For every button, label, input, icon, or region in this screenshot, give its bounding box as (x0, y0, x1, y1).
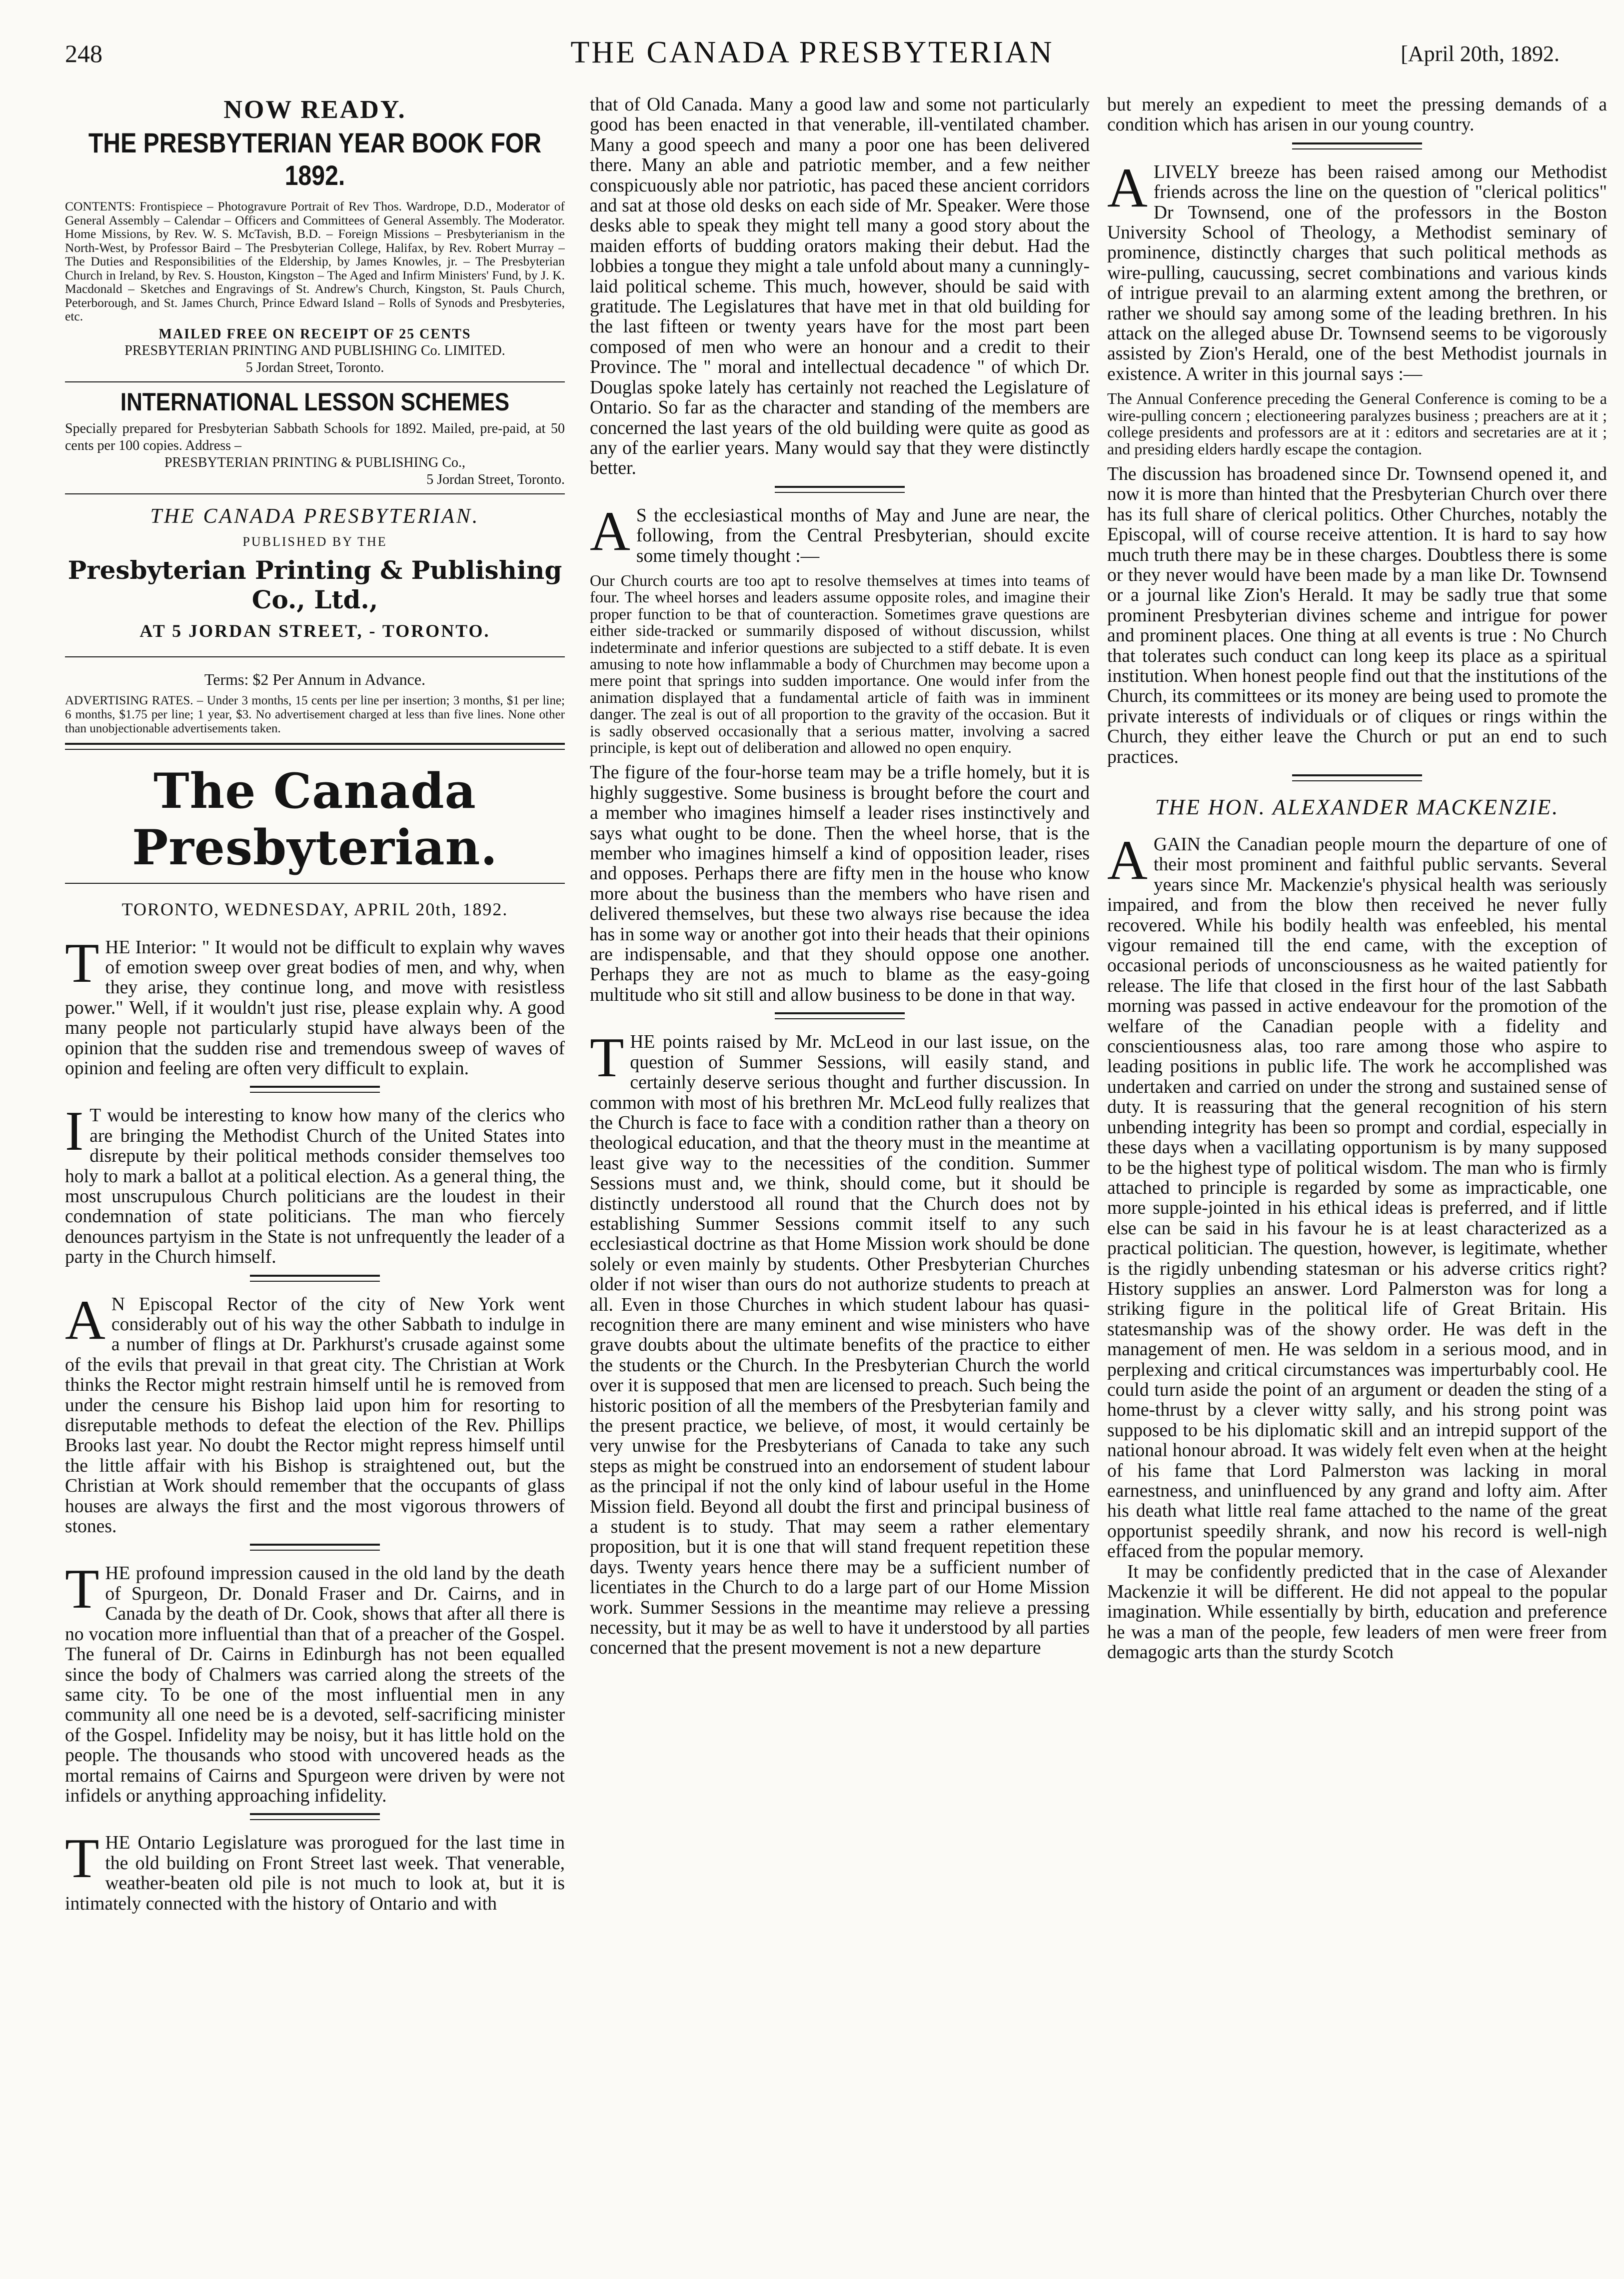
company-address: AT 5 JORDAN STREET, - TORONTO. (139, 620, 490, 641)
running-head (65, 35, 1560, 80)
article-mackenzie: AGAIN the Canadian people mourn the departure of one of their most prominent and faithful public servants. Several years since Mr. Mackenzie's physical health was seriously impaired, and from the blow then received he never fully recovered. While his bodily health was enfeebled, his mental vigour remained till the end came, with the exception of occasional periods of unconsciousness as he waited patiently for release. The life that closed in the first hour of the last Sabbath morning was passed in active endeavour for the promotion of the welfare of the Canadian people with a fidelity and conscientiousness alas, too rare among those who aspire to leading positions in public life. The work he accomplished was undertaken and carried on under the strong and sustained sense of duty. It is reassuring that the general recognition of his stern unbending integrity has been so prompt and cordial, especially in these days when a vacillating opportunism is by many supposed to be the highest type of political wisdom. The man who is firmly attached to principle is regarded by some as impracticable, one more supple-jointed in his ethical ideas is preferred, and if little else can be said in his favour he is at least characterized as a practical politician. The question, however, is legitimate, whether is the rigidly unbending statesman or his adverse critics right? History supplies an answer. Lord Palmerston was for long a striking figure in the political life of Great Britain. His statesmanship was of the showy order. He was deft in the management of men. He was seldom in a serious mood, and in perplexing and critical circumstances was imperturbably cool. He could turn aside the point of an argument or deaden the sting of a home-thrust by a clever witty sally, and his strong point was supposed to be his diplomatic skill and an intrepid support of the national honour abroad. It was widely felt even when at the height of his fame that Lord Palmerston was lacking in moral earnestness, and uninfluenced by any grand and lofty aim. After his death what little real fame attached to the name of the great opportunist speedily shrank, and now his record is well-nigh effaced from the popular memory. (1107, 829, 1607, 1562)
article-episcopal-rector: AN Episcopal Rector of the city of New York went considerably out of his way the other Sabbath to indulge in a number of flings at Dr. Parkhurst's crusade against some of the evils that prevail in that great city. The Christian at Work thinks the Rector might restrain himself until he is removed from under the censure his Bishop laid upon him for resorting to disreputable methods to defeat the election of the Rev. Phillips Brooks last year. No doubt the Rector might repress himself until the little affair with his Bishop is straightened out, but the Christian at Work should remember that the occupants of glass houses are always the first and the most vigorous throwers of stones. (65, 1289, 565, 1537)
section-rule (250, 1275, 380, 1282)
lesson-schemes-publisher: PRESBYTERIAN PRINTING & PUBLISHING Co., (164, 454, 466, 470)
article-clerical-politics: ALIVELY breeze has been raised among our Methodist friends across the line on the question of "clerical politics" Dr Townsend, one of the professors in the Boston University School of Theology, a Methodist seminary of prominence, distinctly charges that such political methods as wire-pulling, caucussing, secret combinations and various kinds of intrigue prevail to an alarming extent among the brethren, or rather we should say among some of the leading brethren. In his attack on the alleged abuse Dr. Townsend seems to be vigorously assisted by Zion's Herald, one of the best Methodist journals in existence. A writer in this journal says :— (1107, 156, 1607, 384)
article-four-horse-team: The figure of the four-horse team may be a trifle homely, but it is highly suggestive. Some business is brought before the court and a member who imagines himself a leader rises instinctively and says what ought to be done. Then the wheel horse, that is the member who imagines himself a kind of opposition leader, rises and opposes. Perhaps there are fifty men in the house who know more about the business than the members who have risen and delivered themselves, but these two always rise because the idea has in some way or another got into their heads that their opinions are indispensable, and that they should oppose one another. Perhaps they are not as much to blame as the easy-going multitude who sit still and allow business to be done in that way. (590, 762, 1090, 1005)
article-ecclesiastical-months: AS the ecclesiastical months of May and June are near, the following, from the Central Presbyterian, should excite some timely thought :— (590, 500, 1090, 566)
company-name: Presbyterian Printing & Publishing Co., Ltd., (67, 555, 562, 614)
now-ready-heading: NOW READY. (223, 95, 406, 124)
section-rule (775, 1012, 905, 1019)
article-spurgeon: THE profound impression caused in the old land by the death of Spurgeon, Dr. Donald Fraser and Dr. Cairns, and in Canada by the death of Dr. Cook, shows that after all there is no vocation more influential than that of a preacher of the Gospel. The funeral of Dr. Cairns in Edinburgh has not been equalled since the body of Chalmers was carried along the streets of the same city. To be one of the most influential men in any community all one need be is a devoted, self-sacrificing minister of the Gospel. Infidelity may be noisy, but it has little hold on the people. The thousands who stood with uncovered heads as the mortal remains of Cairns and Spurgeon were driven by were not infidels or anything approaching infidelity. (65, 1558, 565, 1806)
publisher-line: PRESBYTERIAN PRINTING AND PUBLISHING Co. LIMITED. (124, 342, 505, 358)
lesson-schemes-address: 5 Jordan Street, Toronto. (426, 471, 565, 487)
divider (65, 883, 565, 884)
section-rule (250, 1544, 380, 1551)
section-rule (1292, 142, 1422, 149)
running-title: THE CANADA PRESBYTERIAN (570, 35, 1054, 69)
article-summer-sessions: THE points raised by Mr. McLeod in our last issue, on the question of Summer Sessions, will easily stand, and certainly deserve serious thought and further discussion. In common with most of his brethren Mr. McLeod fully realizes that the Church is face to face with a condition rather than a theory on theological education, and that the theory must in the meantime at least give way to the necessities of the condition. Summer Sessions must and, we think, should come, but it should be distinctly understood all round that the Church does not by establishing Summer Sessions commit itself to any such ecclesiastical doctrine as that Home Mission work should be done solely or even mainly by students. Other Presbyterian Churches older if not wiser than ours do not authorize students to preach at all. Even in those Churches in which student labour has quasi-recognition there are many eminent and wise ministers who have grave doubts about the ultimate benefits of the practice to either the students or the Church. In the Presbyterian Church the world over it is supposed that men are licensed to preach. Such being the historic position of all the members of the Presbyterian family and the present practice, we believe, of most, it would certainly be very unwise for the Presbyterians of Canada to take any such steps as might be construed into an endorsement of student labour as the principal if not the only kind of labour useful in the Home Mission field. Beyond all doubt the first and principal business of a student is to study. That may seem a rather elementary proposition, but it is one that will stand frequent repetition these days. Twenty years hence there may be a sufficient number of licentiates in the Church to do a large part of our Home Mission work. Summer Sessions in the meantime may relieve a pressing necessity, but it may be as well to have it understood by all parties concerned that the present movement is not a new departure (590, 1027, 1090, 1659)
section-rule (775, 486, 905, 493)
section-rule (1292, 774, 1422, 781)
divider (65, 656, 565, 657)
article-ontario-legislature: THE Ontario Legislature was prorogued for the last time in the old building on Front Street last week. That venerable, weather-beaten old pile is not much to look at, but it is intimately connected with the history of Ontario and with (65, 1828, 565, 1914)
lesson-schemes-title: INTERNATIONAL LESSON SCHEMES (120, 387, 510, 416)
quote-zions-herald: The Annual Conference preceding the General Conference is coming to be a wire-pulling concern ; electioneering paralyzes business ; preachers are at it ; college presidents and professors are at it : editors and secretaries are at it ; and presiding elders hardly escape the contagion. (1107, 389, 1607, 458)
divider (65, 381, 565, 382)
column-3 (1107, 95, 1607, 2260)
masthead-small: THE CANADA PRESBYTERIAN. (150, 504, 480, 528)
divider (65, 493, 565, 494)
section-rule (250, 1813, 380, 1820)
column-1 (65, 95, 565, 2260)
article-ontario-legislature-cont: that of Old Canada. Many a good law and some not particularly good has been enacted in that venerable, ill-ventilated chamber. Many a good speech and many a poor one has been delivered there. Many an able and patriotic member, and a few neither conspicuously able nor patriotic, has paced these ancient corridors and sat at those old desks on each side of Mr. Speaker. Were those desks able to speak they might tell many a good story about the maiden efforts of budding orators making their debut. Had the lobbies a tongue they might a tale unfold about many a cunningly-laid political scheme. This much, however, should be said with gratitude. The Legislatures that have met in that old building for the last fifteen or twenty years have for the most part been composed of men who were an honour and a credit to their Province. The " moral and intellectual decadence " of which Dr. Douglas spoke lately has certainly not reached the Legislature of Ontario. So far as the character and standing of the members are concerned the last years of the old building were quite as good as any of the earlier years. Many would say that they were distinctly better. (590, 95, 1090, 479)
advertising-rates: ADVERTISING RATES. – Under 3 months, 15 cents per line per insertion; 3 months, $1 per line; 6 months, $1.75 per line; 1 year, $3. No advertisement charged at less than five lines. None other than unobjectionable advertisements taken. (65, 693, 565, 735)
nameplate: The Canada Presbyterian. (132, 762, 498, 876)
dateline: TORONTO, WEDNESDAY, APRIL 20th, 1892. (121, 899, 508, 919)
subscription-terms: Terms: $2 Per Annum in Advance. (204, 670, 426, 688)
published-by: PUBLISHED BY THE (242, 534, 387, 549)
publisher-address: 5 Jordan Street, Toronto. (245, 359, 384, 375)
running-date: [April 20th, 1892. (1401, 41, 1560, 66)
section-rule (250, 1086, 380, 1093)
column-2 (590, 95, 1090, 2260)
lesson-schemes-text: Specially prepared for Presbyterian Sabbath Schools for 1892. Mailed, pre-paid, at 50 cents per 100 copies. Address – (65, 420, 565, 453)
quote-central-presbyterian: Our Church courts are too apt to resolve themselves at times into teams of four. The wheel horses and leaders assume opposite roles, and imagine their proper function to be that of counteraction. Sometimes grave questions are either side-tracked or summarily disposed of without discussion, whilst indeterminate and inferior questions are subjected to a stiff debate. It is even amusing to note how inflammable a body of Churchmen may become upon a mere point that springs into sudden importance. One would infer from the animation displayed that a fundamental article of faith was in imminent danger. The zeal is out of all proportion to the gravity of the occasion. But it is sadly observed occasionally that a serious matter, involving a sacred principle, is kept out of deliberation and allowed no open enquiry. (590, 571, 1090, 756)
mailed-notice: MAILED FREE ON RECEIPT OF 25 CENTS (158, 326, 471, 342)
article-interior: THE Interior: " It would not be difficult to explain why waves of emotion sweep over great bodies of men, and why, when they arise, they continue long, and move with resistless power." Well, if it wouldn't just rise, please explain why. A good many people not particularly stupid have always been of the opinion that the sudden rise and tremendous sweep of waves of opinion and feeling are often very difficult to explain. (65, 932, 565, 1079)
article-methodist-clerics: IT would be interesting to know how many of the clerics who are bringing the Methodist Church of the United States into disrepute by their political methods consider themselves too holy to mark a ballot at a political election. As a general thing, the most unscrupulous Church politicians are the loudest in their condemnation of state politicians. The man who fiercely denounces partyism in the State is not unfrequently the leader of a party in the Church himself. (65, 1100, 565, 1268)
yearbook-contents: CONTENTS: Frontispiece – Photogravure Portrait of Rev Thos. Wardrope, D.D., Moderator of General Assembly – Calendar – Officers and Committees of General Assembly. The Moderator. Home Missions, by Rev. W. S. McTavish, B.D. – Foreign Missions – Presbyterianism in the North-West, by Professor Baird – The Presbyterian College, Halifax, by Rev. Robert Murray – The Duties and Responsibilities of the Eldership, by James Knowles, jr. – The Presbyterian Church in Ireland, by Rev. S. Houston, Kingston – The Aged and Infirm Ministers' Fund, by J. K. Macdonald – Sketches and Engravings of St. Andrew's Church, Kingston, St. Pauls Church, Peterborough, and St. James Church, Prince Edward Island – Rolls of Synods and Presbyteries, etc. (65, 199, 565, 323)
yearbook-title: THE PRESBYTERIAN YEAR BOOK FOR 1892. (88, 127, 542, 191)
double-rule (65, 743, 565, 750)
page-number: 248 (65, 39, 102, 67)
article-clerical-politics-cont: The discussion has broadened since Dr. Townsend opened it, and now it is more than hinted that the Presbyterian Church over there has its full share of clerical politics. Other Churches, notably the Episcopal, will of course receive attention. It is hard to say how much truth there may be in these charges. Doubtless there is some or they never would have been made by a man like Dr. Townsend or a journal like Zion's Herald. It may be sadly true that some prominent Presbyterian divines scheme and intrigue for power and prominent places. One thing at all events is true : No Church that tolerates such conduct can long keep its place as a spiritual institution. When honest people find out that the institutions of the Church, its committees or its money are being used to promote the private interests of individuals or of cliques or rings within the Church, they either leave the Church or put an end to such practices. (1107, 463, 1607, 767)
mackenzie-heading: THE HON. ALEXANDER MACKENZIE. (1155, 795, 1560, 819)
article-summer-sessions-cont: but merely an expedient to meet the pressing demands of a condition which has arisen in our young country. (1107, 95, 1607, 135)
article-mackenzie-cont: It may be confidently predicted that in the case of Alexander Mackenzie it will be different. He did not appeal to the popular imagination. While essentially by birth, education and preference he was a man of the people, few leaders of men were freer from demagogic arts than the sturdy Scotch (1107, 1561, 1607, 1663)
